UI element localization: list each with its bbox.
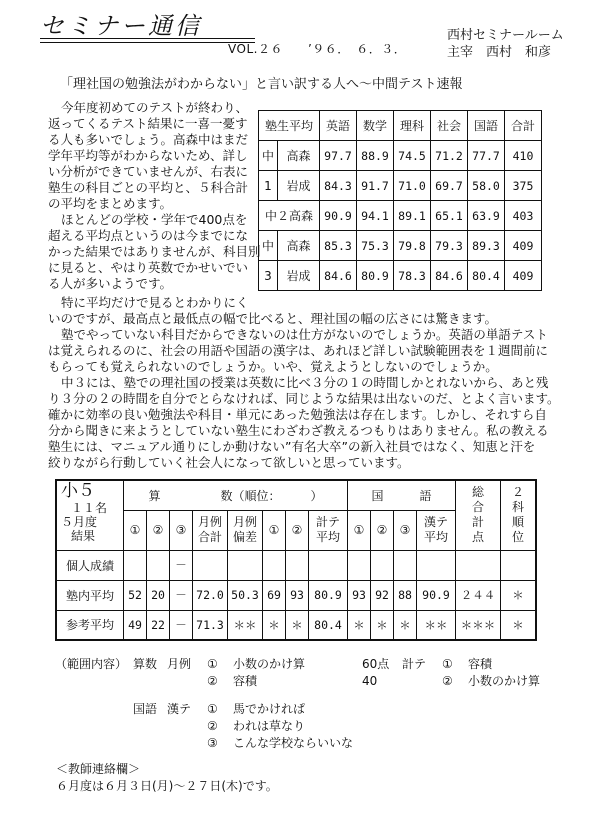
score-cell: 65.1: [431, 201, 468, 231]
score-cell: 90.9: [320, 201, 357, 231]
table-header-row: [259, 111, 542, 141]
range-topic: 小数のかけ算: [468, 674, 541, 688]
result-cell: ２４４: [456, 580, 501, 610]
result-cell: 92: [371, 580, 394, 610]
result-table: [55, 479, 537, 641]
score-cell: 88.9: [357, 141, 394, 171]
text-line: かった結果ではありませんが、科目別: [48, 244, 261, 259]
text-line: 分から聞きに来ようとしていない塾生にわざわざ教えるつもりはありません。私の教える: [48, 423, 549, 438]
total-header: 総合計点: [456, 480, 501, 550]
score-cell: 89.1: [394, 201, 431, 231]
table-row: [259, 261, 542, 291]
corner-cell: [56, 480, 124, 550]
result-cell: [501, 550, 537, 580]
result-cell: ＊＊: [417, 610, 456, 640]
col-header: ②: [286, 510, 309, 550]
student-count: １１名: [71, 501, 108, 515]
score-cell: 79.3: [431, 231, 468, 261]
range-test: 漢テ: [167, 702, 192, 716]
text-line: 中３には、塾での理社国の授業は英数に比べ３分の１の時間しかとれないから、あと残: [61, 375, 549, 390]
range-points: 60点: [362, 657, 390, 671]
result-cell: [193, 550, 228, 580]
text-line: る人が多いようです。: [48, 276, 173, 291]
range-number: ①: [442, 657, 453, 671]
text-line: 絞りながら行動していく社会人になって欲しいと思っています。: [48, 455, 410, 470]
result-cell: ＊: [348, 610, 371, 640]
range-points: 40: [362, 674, 378, 688]
score-cell: 75.3: [357, 231, 394, 261]
table-row: [259, 141, 542, 171]
school-cell: 岩成: [278, 171, 320, 201]
grade-cell: 1: [259, 171, 278, 201]
school-cell: 高森: [278, 231, 320, 261]
result-cell: 80.9: [309, 580, 348, 610]
title-underline: [40, 38, 255, 39]
grade-school-cell: 中２高森: [259, 201, 320, 231]
col-header: ③: [394, 510, 417, 550]
text-line: 塾でやっていない科目だからできないのは仕方がないのでしょうか。英語の単語テスト: [61, 327, 548, 342]
text-line: る人も多いでしょう。高森中はまだ: [48, 132, 249, 147]
result-cell: 52: [124, 580, 147, 610]
total-cell: 409: [505, 231, 542, 261]
col-header: ②: [147, 510, 170, 550]
range-subject: 国語: [133, 702, 158, 716]
total-cell: 409: [505, 261, 542, 291]
volume-date: VOL.２６ ’９６． ６．３．: [228, 42, 407, 56]
result-cell: [124, 550, 147, 580]
score-cell: 84.6: [320, 261, 357, 291]
col-header: ③: [170, 510, 193, 550]
score-cell: 77.7: [468, 141, 505, 171]
result-cell: －: [170, 610, 193, 640]
body-paragraph: [48, 295, 560, 471]
score-cell: 89.3: [468, 231, 505, 261]
range-number: ③: [207, 736, 218, 750]
col-header: 計テ平均: [309, 510, 348, 550]
header-cell: 理科: [394, 111, 431, 141]
text-line: い分析ができていませんが、右表に: [48, 164, 249, 179]
language-header: 国 語: [348, 480, 456, 510]
result-cell: [228, 550, 263, 580]
school-cell: 高森: [278, 141, 320, 171]
range-kokugo-line: [133, 700, 305, 717]
score-cell: 74.5: [394, 141, 431, 171]
score-cell: 71.0: [394, 171, 431, 201]
grade-cell: 中: [259, 231, 278, 261]
grade-cell: 中: [259, 141, 278, 171]
result-cell: [348, 550, 371, 580]
text-line: いのですが、最高点と最低点の幅で比べると、理社国の幅の広さには驚きます。: [48, 311, 498, 326]
score-cell: 79.8: [394, 231, 431, 261]
range-keitest-line: [362, 655, 492, 672]
range-topic: こんな学校ならいいな: [233, 736, 354, 750]
text-line: り３分の２の時間を自分でとらなければ、同じような結果は出ないのだ、とよく言います。: [48, 391, 560, 406]
score-cell: 58.0: [468, 171, 505, 201]
table-row: [259, 231, 542, 261]
result-cell: [371, 550, 394, 580]
row-label: 参考平均: [56, 610, 124, 640]
header-cell: 国語: [468, 111, 505, 141]
table-row: [259, 171, 542, 201]
teacher-note-text: ６月度は６月３日(月)～２７日(木)です。: [56, 779, 278, 793]
result-cell: [417, 550, 456, 580]
row-label: 塾内平均: [56, 580, 124, 610]
score-cell: 84.6: [431, 261, 468, 291]
text-line: の平均をまとめます。: [48, 196, 173, 211]
result-cell: 93: [286, 580, 309, 610]
text-line: 特に平均だけで見るとわかりにく: [61, 295, 249, 310]
range-number: ②: [207, 719, 218, 733]
result-cell: 49: [124, 610, 147, 640]
range-math-line: [207, 672, 257, 689]
result-cell: [286, 550, 309, 580]
col-header: ①: [348, 510, 371, 550]
month-label: ５月度: [61, 515, 98, 529]
range-test: 計テ: [402, 657, 427, 671]
result-cell: ＊: [394, 610, 417, 640]
text-line: もらっても覚えられないのでしょうか。いや、覚えようとしないのでしょうか。: [48, 359, 498, 374]
owner-name: 主宰 西村 和彦: [447, 45, 552, 60]
score-cell: 69.7: [431, 171, 468, 201]
range-topic: われは草なり: [233, 719, 306, 733]
range-subject: 算数: [133, 657, 158, 671]
result-cell: 93: [348, 580, 371, 610]
score-cell: 71.2: [431, 141, 468, 171]
teacher-note-title: ＜教師連絡欄＞: [56, 762, 141, 776]
score-cell: 85.3: [320, 231, 357, 261]
rank-header: ２科順位: [501, 480, 537, 550]
range-number: ②: [442, 674, 453, 688]
range-topic: 馬でかけれぱ: [233, 702, 306, 716]
result-cell: 20: [147, 580, 170, 610]
grade-label: 小５: [61, 481, 95, 501]
col-header: ①: [263, 510, 286, 550]
result-cell: [309, 550, 348, 580]
range-topic: 容積: [468, 657, 493, 671]
range-test: 月例: [167, 657, 192, 671]
col-header: 月例偏差: [228, 510, 263, 550]
score-cell: 80.9: [357, 261, 394, 291]
result-cell: ＊: [371, 610, 394, 640]
range-math-line: [133, 655, 305, 672]
text-line: に見ると、やはり英数でかせいでい: [48, 260, 249, 275]
col-header: 漢テ平均: [417, 510, 456, 550]
range-number: ②: [207, 674, 218, 688]
score-cell: 91.7: [357, 171, 394, 201]
intro-paragraph: [48, 100, 261, 292]
result-cell: 50.3: [228, 580, 263, 610]
range-topic: 容積: [233, 674, 258, 688]
organization-name: 西村セミナールーム: [447, 28, 564, 43]
text-line: ほとんどの学校・学年で400点を: [61, 212, 248, 227]
newsletter-title: セミナー通信: [40, 12, 202, 40]
result-cell: 90.9: [417, 580, 456, 610]
result-cell: 80.4: [309, 610, 348, 640]
text-line: は覚えられるのに、社会の用語や国語の漢字は、あれほど詳しい試験範囲表を１週間前に: [48, 343, 549, 358]
result-cell: ＊: [501, 610, 537, 640]
result-cell: 69: [263, 580, 286, 610]
text-line: 確かに効率の良い勉強法や科目・単元にあった勉強法は存在します。しかし、それすら自: [48, 407, 547, 422]
score-cell: 97.7: [320, 141, 357, 171]
header-cell: 数学: [357, 111, 394, 141]
table-row: [56, 550, 536, 580]
table-header-row: [56, 480, 536, 510]
range-topic: 小数のかけ算: [233, 657, 306, 671]
result-cell: －: [170, 580, 193, 610]
title-underline-2: [40, 42, 255, 43]
result-cell: 88: [394, 580, 417, 610]
text-line: 返ってくるテスト結果に一喜一憂す: [48, 116, 248, 131]
result-cell: ＊: [286, 610, 309, 640]
text-line: 学年平均等がわからないため、詳し: [48, 148, 248, 163]
result-cell: ＊: [501, 580, 537, 610]
result-cell: ＊＊: [228, 610, 263, 640]
result-cell: ＊＊＊: [456, 610, 501, 640]
result-cell: [456, 550, 501, 580]
range-title: （範囲内容）: [55, 657, 128, 671]
range-keitest-line: [362, 672, 540, 689]
score-cell: 84.3: [320, 171, 357, 201]
score-cell: 94.1: [357, 201, 394, 231]
text-line: 塾生には、マニュアル通りにしか動けない”有名大卒”の新入社員ではなく、知恵と汗を: [48, 439, 536, 454]
range-number: ①: [207, 702, 218, 716]
header-cell: 社会: [431, 111, 468, 141]
result-label: 結果: [71, 529, 96, 543]
school-cell: 岩成: [278, 261, 320, 291]
score-cell: 80.4: [468, 261, 505, 291]
result-cell: 71.3: [193, 610, 228, 640]
row-label: 個人成績: [56, 550, 124, 580]
range-kokugo-line: [207, 734, 353, 751]
grade-cell: 3: [259, 261, 278, 291]
total-cell: 375: [505, 171, 542, 201]
col-header: 月例合計: [193, 510, 228, 550]
header-cell: 英語: [320, 111, 357, 141]
range-kokugo-line: [207, 717, 305, 734]
text-line: 今年度初めてのテストが終わり、: [61, 100, 249, 115]
range-number: ①: [207, 657, 218, 671]
average-score-table: [258, 110, 542, 291]
table-row: [56, 610, 536, 640]
header-cell: 塾生平均: [259, 111, 320, 141]
result-cell: [394, 550, 417, 580]
result-cell: 72.0: [193, 580, 228, 610]
total-cell: 410: [505, 141, 542, 171]
table-row: [56, 580, 536, 610]
score-cell: 63.9: [468, 201, 505, 231]
result-cell: [147, 550, 170, 580]
result-cell: ＊: [263, 610, 286, 640]
result-cell: [263, 550, 286, 580]
text-line: 超える平均点というのは今までにな: [48, 228, 249, 243]
text-line: 塾生の科目ごとの平均と、５科合計: [48, 180, 249, 195]
result-cell: －: [170, 550, 193, 580]
header-cell: 合計: [505, 111, 542, 141]
col-header: ①: [124, 510, 147, 550]
result-cell: 22: [147, 610, 170, 640]
table-row: [259, 201, 542, 231]
total-cell: 403: [505, 201, 542, 231]
article-headline: 「理社国の勉強法がわからない」と言い訳する人へ～中間テスト速報: [60, 77, 463, 92]
col-header: ②: [371, 510, 394, 550]
math-header: 算 数（順位： ）: [124, 480, 348, 510]
score-cell: 78.3: [394, 261, 431, 291]
